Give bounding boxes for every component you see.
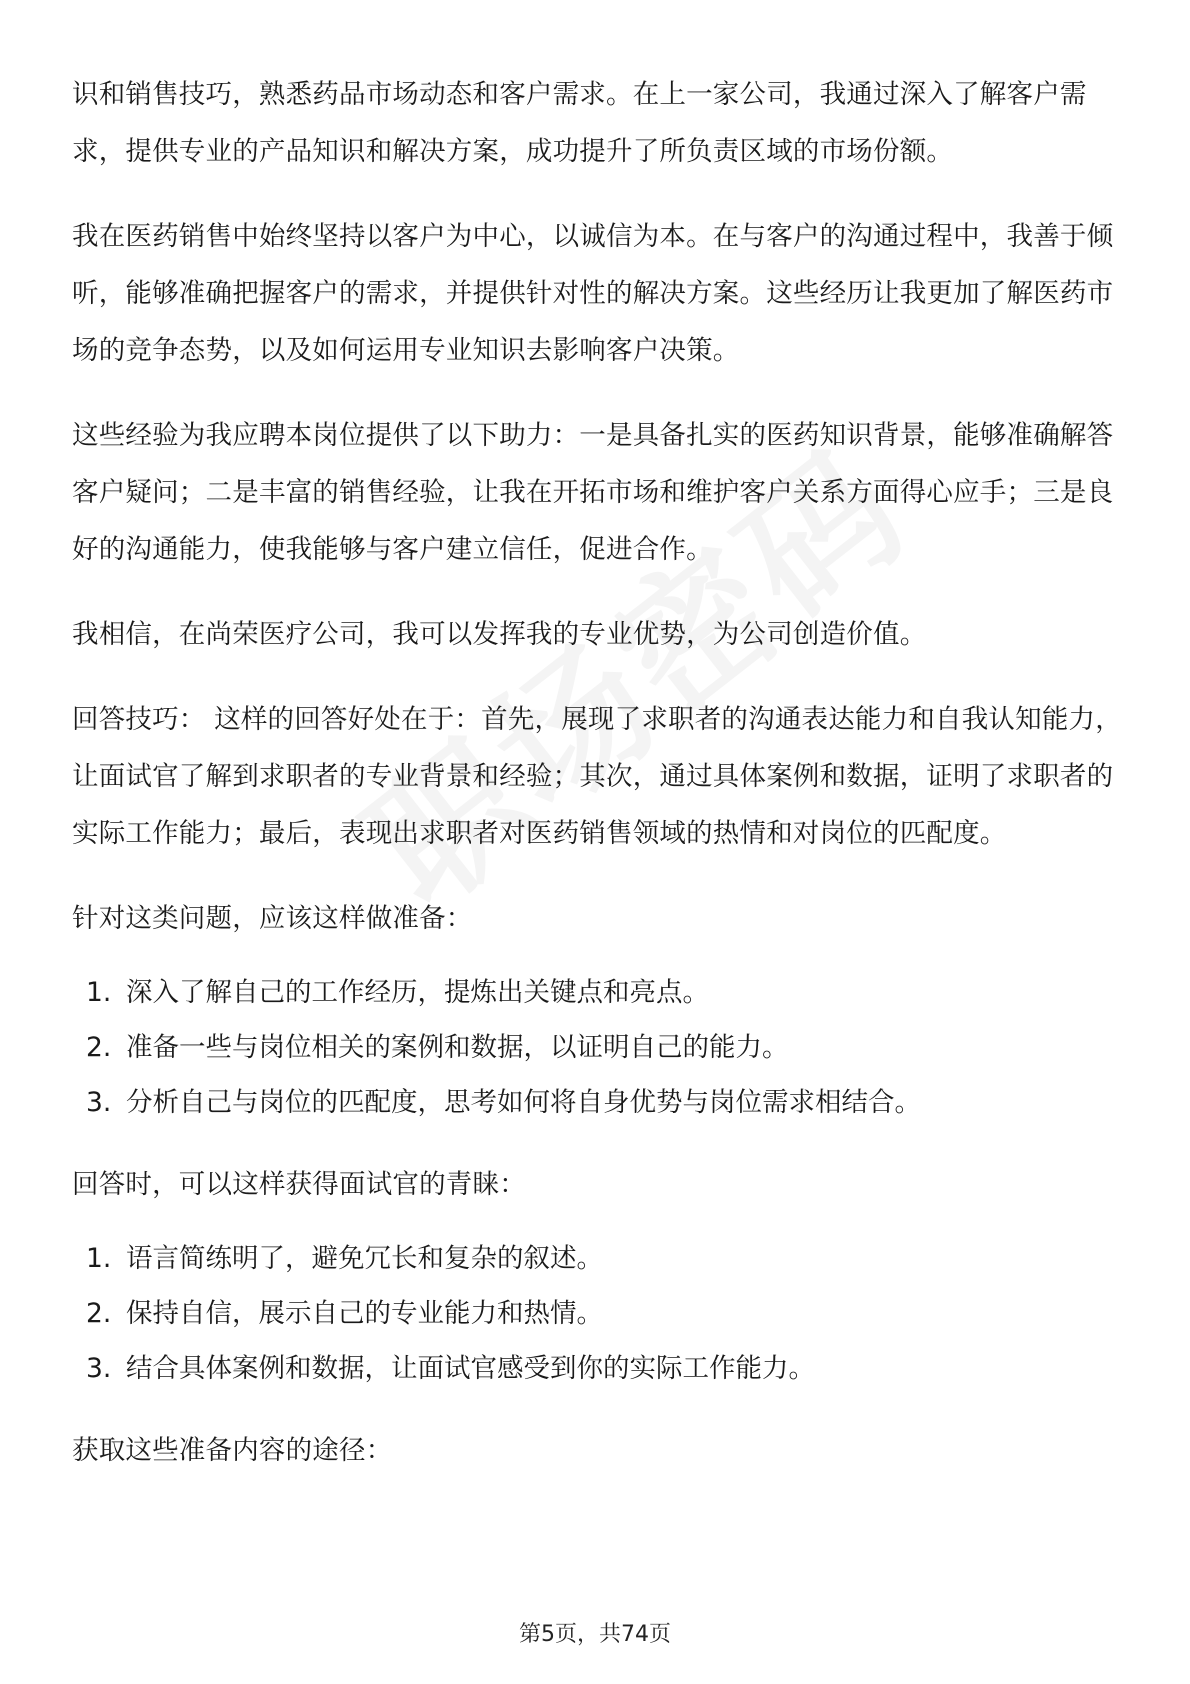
list-item <box>86 965 1132 1020</box>
list-item-number: 3. <box>86 1353 112 1384</box>
list-item-text: 分析自己与岗位的匹配度，思考如何将自身优势与岗位需求相结合。 <box>126 1087 921 1118</box>
list-item-text: 保持自信，展示自己的专业能力和热情。 <box>126 1298 603 1329</box>
prep-list <box>72 965 1132 1130</box>
paragraph-answer-tips: 回答技巧： 这样的回答好处在于：首先，展现了求职者的沟通表达能力和自我认知能力，让面试官了解到求职者的专业背景和经验；其次，通过具体案例和数据，证明了求职者的实际工作能力；最后，表现出求职者对医药销售领域的热情和对岗位的匹配度。 <box>72 704 1122 849</box>
list-item <box>86 1075 1132 1130</box>
paragraph-advantages: 这些经验为我应聘本岗位提供了以下助力：一是具备扎实的医药知识背景，能够准确解答客户疑问；二是丰富的销售经验，让我在开拓市场和维护客户关系方面得心应手；三是良好的沟通能力，使我能够与客户建立信任，促进合作。 <box>72 420 1114 565</box>
list-item-text: 深入了解自己的工作经历，提炼出关键点和亮点。 <box>126 977 709 1008</box>
document-body <box>72 66 1132 1507</box>
list-item-text: 结合具体案例和数据，让面试官感受到你的实际工作能力。 <box>126 1353 815 1384</box>
list-item <box>86 1341 1132 1396</box>
list-item-number: 1. <box>86 1243 112 1274</box>
paragraph-answer-heading: 回答时，可以这样获得面试官的青睐： <box>72 1169 526 1200</box>
list-item <box>86 1020 1132 1075</box>
page-number-footer: 第5页，共74页 <box>519 1622 671 1647</box>
list-item-number: 3. <box>86 1087 112 1118</box>
list-item-text: 准备一些与岗位相关的案例和数据，以证明自己的能力。 <box>126 1032 789 1063</box>
paragraph-prep-heading: 针对这类问题，应该这样做准备： <box>72 903 473 934</box>
paragraph-final-heading: 获取这些准备内容的途径： <box>72 1435 393 1466</box>
list-item-number: 2. <box>86 1298 112 1329</box>
list-item <box>86 1286 1132 1341</box>
paragraph-experience: 识和销售技巧，熟悉药品市场动态和客户需求。在上一家公司，我通过深入了解客户需求，提供专业的产品知识和解决方案，成功提升了所负责区域的市场份额。 <box>72 79 1087 167</box>
list-item <box>86 1231 1132 1286</box>
list-item-text: 语言简练明了，避免冗长和复杂的叙述。 <box>126 1243 603 1274</box>
list-item-number: 1. <box>86 977 112 1008</box>
answer-list <box>72 1231 1132 1396</box>
paragraph-belief: 我相信，在尚荣医疗公司，我可以发挥我的专业优势，为公司创造价值。 <box>72 619 927 650</box>
paragraph-customer-focus: 我在医药销售中始终坚持以客户为中心，以诚信为本。在与客户的沟通过程中，我善于倾听，能够准确把握客户的需求，并提供针对性的解决方案。这些经历让我更加了解医药市场的竞争态势，以及如何运用专业知识去影响客户决策。 <box>72 221 1114 366</box>
list-item-number: 2. <box>86 1032 112 1063</box>
